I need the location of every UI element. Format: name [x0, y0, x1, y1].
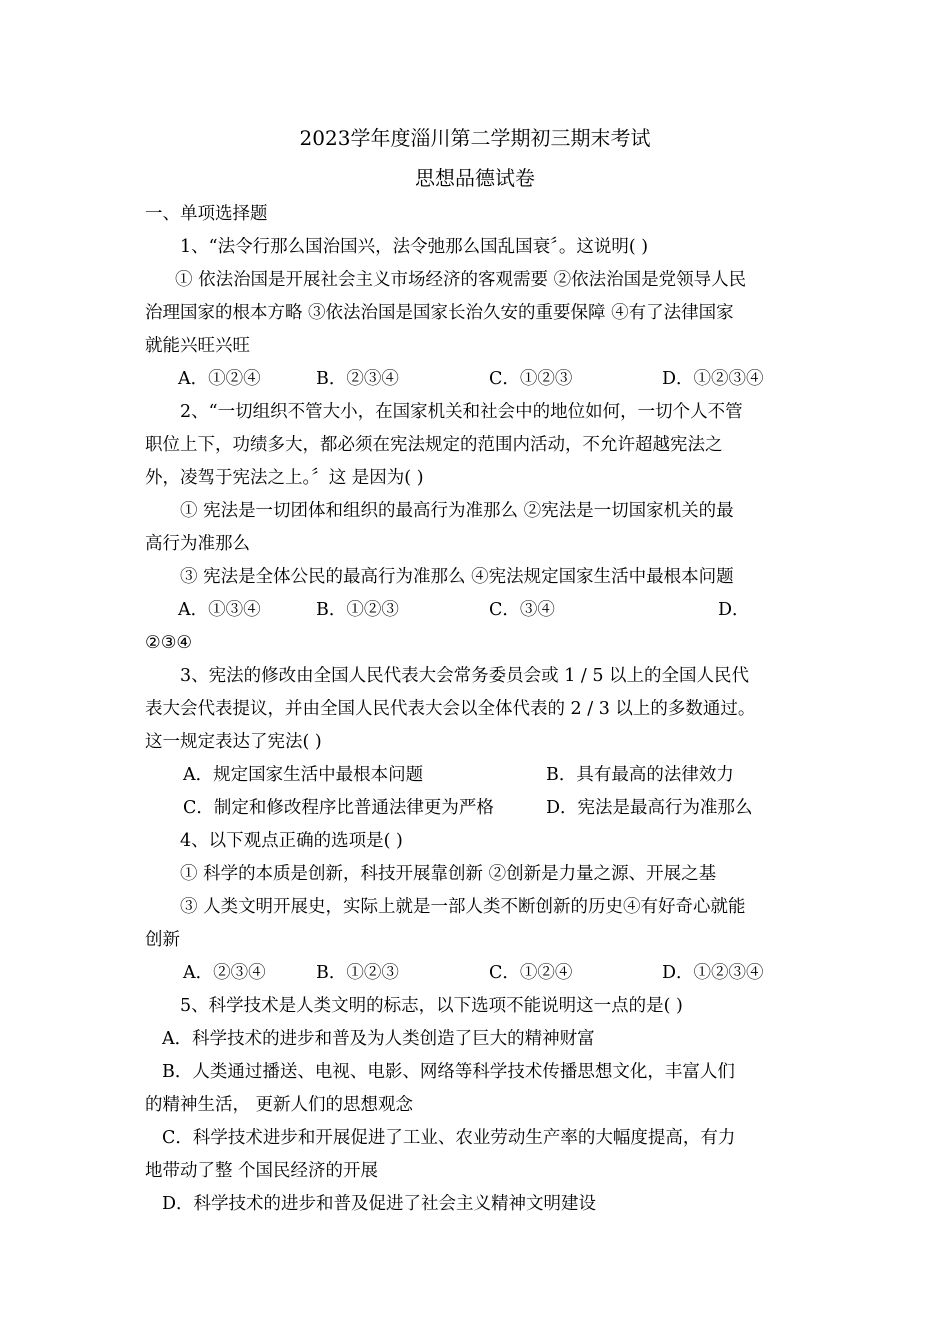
q5-option-c-continued: 地带动了整 个国民经济的开展 — [145, 1161, 379, 1181]
q2-statement-line: ③ 宪法是全体公民的最高行为准那么 ④宪法规定国家生活中最根本问题 — [180, 567, 734, 587]
q2-option-b: B．①②③ — [316, 600, 399, 620]
q3-stem: 3、宪法的修改由全国人民代表大会常务委员会或 1 / 5 以上的全国人民代 — [180, 666, 750, 686]
q2-statement-line: 高行为准那么 — [145, 534, 250, 554]
q5-option-b-continued: 的精神生活， 更新人们的思想观念 — [145, 1095, 414, 1115]
q5-option-b: B．人类通过播送、电视、电影、网络等科学技术传播思想文化，丰富人们 — [162, 1062, 735, 1082]
q2-option-d-continued: ②③④ — [145, 633, 193, 653]
q5-option-c: C．科学技术进步和开展促进了工业、农业劳动生产率的大幅度提高，有力 — [162, 1128, 736, 1148]
q1-option-a: A．①②④ — [178, 369, 261, 389]
q1-option-c: C．①②③ — [489, 369, 573, 389]
q3-option-c: C．制定和修改程序比普通法律更为严格 — [183, 798, 494, 818]
q2-option-c: C．③④ — [489, 600, 555, 620]
q4-statement-line: ③ 人类文明开展史，实际上就是一部人类不断创新的历史④有好奇心就能 — [180, 897, 746, 917]
q2-option-d: D． — [718, 600, 750, 620]
q1-statement-line: 就能兴旺兴旺 — [145, 336, 250, 356]
q4-option-c: C．①②④ — [489, 963, 573, 983]
q4-option-a: A．②③④ — [183, 963, 266, 983]
q3-option-a: A．规定国家生活中最根本问题 — [183, 765, 424, 785]
q3-option-d: D．宪法是最高行为准那么 — [546, 798, 753, 818]
q3-stem-line: 表大会代表提议，并由全国人民代表大会以全体代表的 2 / 3 以上的多数通过。 — [145, 699, 756, 719]
q4-option-b: B．①②③ — [316, 963, 399, 983]
q2-stem-line: 职位上下，功绩多大，都必须在宪法规定的范围内活动，不允许超越宪法之 — [145, 435, 723, 455]
q1-statement-line: 治理国家的根本方略 ③依法治国是国家长治久安的重要保障 ④有了法律国家 — [145, 303, 734, 323]
q3-stem-line: 这一规定表达了宪法( ) — [145, 732, 322, 752]
q4-option-d: D．①②③④ — [662, 963, 764, 983]
q1-statement-line: ① 依法治国是开展社会主义市场经济的客观需要 ②依法治国是党领导人民 — [175, 270, 747, 290]
q2-stem-line: 外，凌驾于宪法之上。〞这 是因为( ) — [145, 468, 424, 488]
q2-stem: 2、“一切组织不管大小，在国家机关和社会中的地位如何，一切个人不管 — [180, 402, 743, 422]
q1-stem: 1、“法令行那么国治国兴，法令弛那么国乱国衰〞。这说明( ) — [180, 237, 649, 257]
q5-option-a: A．科学技术的进步和普及为人类创造了巨大的精神财富 — [162, 1029, 595, 1049]
q4-statement-line: ① 科学的本质是创新，科技开展靠创新 ②创新是力量之源、开展之基 — [180, 864, 717, 884]
q2-statement-line: ① 宪法是一切团体和组织的最高行为准那么 ②宪法是一切国家机关的最 — [180, 501, 734, 521]
q1-option-b: B．②③④ — [316, 369, 399, 389]
q3-option-b: B．具有最高的法律效力 — [546, 765, 734, 785]
q4-statement-line: 创新 — [145, 930, 180, 950]
exam-subtitle: 思想品德试卷 — [415, 166, 535, 190]
section-heading: 一、单项选择题 — [145, 204, 268, 224]
q5-stem: 5、科学技术是人类文明的标志，以下选项不能说明这一点的是( ) — [180, 996, 683, 1016]
q5-option-d: D．科学技术的进步和普及促进了社会主义精神文明建设 — [162, 1194, 597, 1214]
exam-title: 2023学年度淄川第二学期初三期末考试 — [299, 126, 651, 150]
q2-option-a: A．①③④ — [178, 600, 261, 620]
q4-stem: 4、以下观点正确的选项是( ) — [180, 831, 403, 851]
q1-option-d: D．①②③④ — [662, 369, 764, 389]
